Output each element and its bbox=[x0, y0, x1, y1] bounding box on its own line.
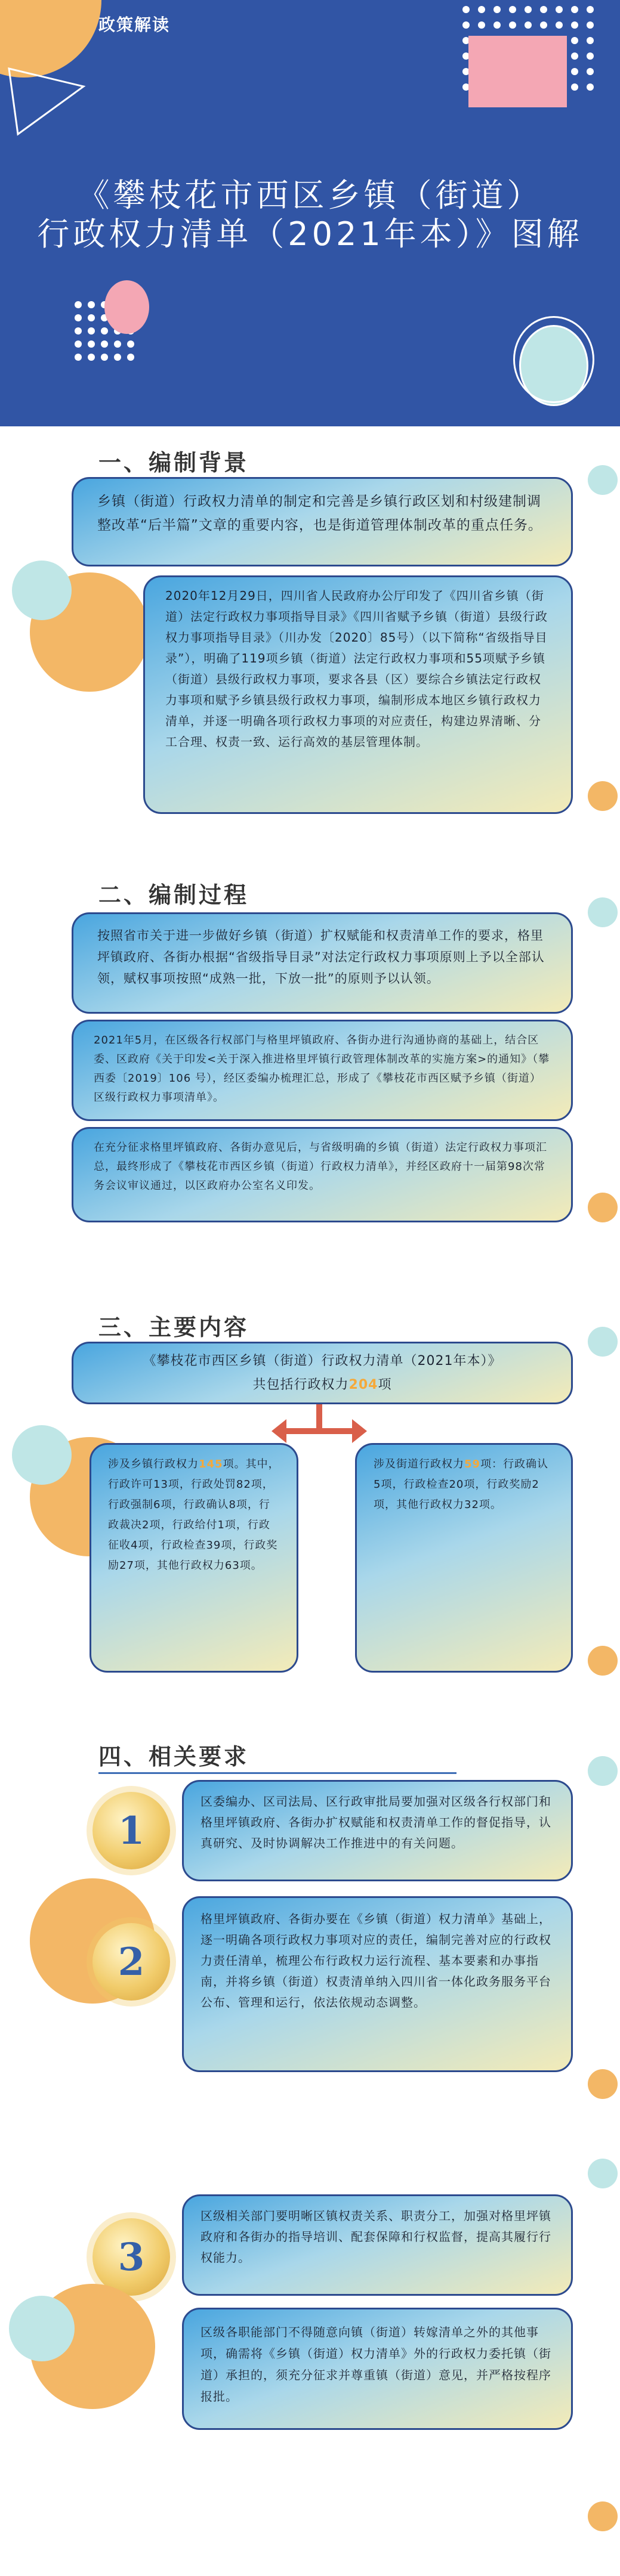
section-divider bbox=[98, 1772, 456, 1774]
policy-tag: 政策解读 bbox=[98, 15, 171, 35]
requirement-box-4: 区级各职能部门不得随意向镇（街道）转嫁清单之外的其他事项，确需将《乡镇（街道）权力清单》外的行政权力委托镇（街道）承担的，须充分征求并尊重镇（街道）意见，并严格按程序报批。 bbox=[182, 2308, 573, 2430]
requirement-number-badge: 2 bbox=[92, 1923, 170, 2001]
mint-circle-decoration bbox=[9, 2296, 75, 2361]
mint-circle-decoration bbox=[588, 1327, 618, 1357]
mint-circle-decoration bbox=[588, 1756, 618, 1786]
title-line-2: 行政权力清单（2021年本）》图解 bbox=[37, 215, 583, 253]
township-number: 145 bbox=[199, 1458, 223, 1470]
mint-circle-decoration bbox=[588, 2159, 618, 2188]
requirement-box-2: 格里坪镇政府、各街办要在《乡镇（街道）权力清单》基础上，逐一明确各项行政权力事项对应的责任，编制完善对应的行政权力责任清单，梳理公布行政权力运行流程、基本要素和办事指南，并将乡镇（街道）权责清单纳入四川省一体化政务服务平台公布、管理和运行，依法依规动态调整。 bbox=[182, 1896, 573, 2072]
background-box-1: 乡镇（街道）行政权力清单的制定和完善是乡镇行政区划和村级建制调整改革“后半篇”文章的重要内容，也是街道管理体制改革的重点任务。 bbox=[72, 477, 573, 566]
background-box-2: 2020年12月29日，四川省人民政府办公厅印发了《四川省乡镇（街道）法定行政权力事项指导目录》《四川省赋予乡镇（街道）县级行政权力事项指导目录》（川办发〔2020〕85号）（以下简称“省级指导目录”），明确了119项乡镇（街道）法定行政权力事项和55项赋予乡镇（街道）县级行政权力事项，要求各县（区）要综合乡镇法定行政权力事项和赋予乡镇县级行政权力事项，编制形成本地区乡镇行政权力清单，并逐一明确各项行政权力事项的对应责任，构建边界清晰、分工合理、权责一致、运行高效的基层管理体制。 bbox=[143, 575, 573, 814]
requirement-box-3: 区级相关部门要明晰区镇权责关系、职责分工，加强对格里坪镇政府和各街办的指导培训、配套保障和行权监督，提高其履行行权能力。 bbox=[182, 2194, 573, 2296]
township-prefix: 涉及乡镇行政权力 bbox=[108, 1458, 199, 1470]
mint-circle-decoration bbox=[12, 561, 72, 620]
requirement-number-badge: 3 bbox=[92, 2218, 170, 2296]
summary-line-1: 《攀枝花市西区乡镇（街道）行政权力清单（2021年本）》 bbox=[143, 1354, 502, 1368]
section-title-background: 一、编制背景 bbox=[98, 450, 249, 476]
orange-circle-decoration-small bbox=[588, 2501, 618, 2531]
township-body: 其中，行政许可13项，行政处罚82项，行政强制6项，行政确认8项，行政裁决2项，行政给付1项，行政征收4项，行政检查39项，行政奖励27项，其他行政权力63项。 bbox=[108, 1458, 280, 1572]
process-box-1: 按照省市关于进一步做好乡镇（街道）扩权赋能和权责清单工作的要求，格里坪镇政府、各街办根据“省级指导目录”对法定行政权力事项原则上予以全部认领，赋权事项按照“成熟一批，下放一批”的原则予以认领。 bbox=[72, 912, 573, 1014]
mint-circle-decoration bbox=[588, 465, 618, 495]
pink-circle-decoration bbox=[104, 280, 149, 334]
mint-circle-decoration bbox=[588, 897, 618, 927]
orange-circle-decoration-small bbox=[588, 781, 618, 811]
orange-circle-decoration-small bbox=[588, 1193, 618, 1222]
orange-circle-decoration-small bbox=[588, 2069, 618, 2099]
title-line-1: 《攀枝花市西区乡镇（街道） bbox=[77, 177, 543, 214]
township-suffix: 项。 bbox=[223, 1458, 246, 1470]
requirement-box-1: 区委编办、区司法局、区行政审批局要加强对区级各行权部门和格里坪镇政府、各街办扩权赋能和权责清单工作的督促指导，认真研究、及时协调解决工作推进中的有关问题。 bbox=[182, 1780, 573, 1881]
section-title-process: 二、编制过程 bbox=[98, 882, 249, 908]
mint-circle-decoration bbox=[12, 1425, 72, 1485]
summary-prefix: 共包括行政权力 bbox=[252, 1377, 349, 1392]
street-suffix: 项： bbox=[480, 1458, 504, 1470]
summary-box bbox=[72, 1342, 573, 1404]
orange-circle-decoration-small bbox=[588, 1646, 618, 1676]
street-prefix: 涉及街道行政权力 bbox=[374, 1458, 464, 1470]
street-body: 行政确认5项，行政检查20项，行政奖励2项，其他行政权力32项。 bbox=[374, 1458, 549, 1511]
street-power-box bbox=[355, 1443, 573, 1673]
street-number: 59 bbox=[464, 1458, 481, 1470]
summary-suffix: 项 bbox=[378, 1377, 392, 1392]
pink-rectangle-decoration bbox=[468, 36, 567, 107]
section-title-content: 三、主要内容 bbox=[98, 1314, 249, 1340]
process-box-3: 在充分征求格里坪镇政府、各街办意见后，与省级明确的乡镇（街道）法定行政权力事项汇总，最终形成了《攀枝花市西区乡镇（街道）行政权力清单》，并经区政府十一届第98次常务会议审议通过，以区政府办公室名义印发。 bbox=[72, 1127, 573, 1222]
summary-line-2 bbox=[91, 1373, 553, 1397]
process-box-2: 2021年5月，在区级各行权部门与格里坪镇政府、各街办进行沟通协商的基础上，结合区委、区政府《关于印发<关于深入推进格里坪镇行政管理体制改革的实施方案>的通知》（攀西委〔2019〕106 号），经区委编办梳理汇总，形成了《攀枝花市西区赋予乡镇（街道）区级行政权力事项清单》。 bbox=[72, 1020, 573, 1121]
mint-ring-decoration bbox=[513, 316, 594, 403]
banner bbox=[0, 0, 620, 426]
summary-number: 204 bbox=[348, 1377, 378, 1392]
requirement-number-badge: 1 bbox=[92, 1792, 170, 1869]
section-title-requirements: 四、相关要求 bbox=[98, 1744, 249, 1770]
township-power-box bbox=[90, 1443, 298, 1673]
triangle-decoration bbox=[0, 57, 101, 146]
